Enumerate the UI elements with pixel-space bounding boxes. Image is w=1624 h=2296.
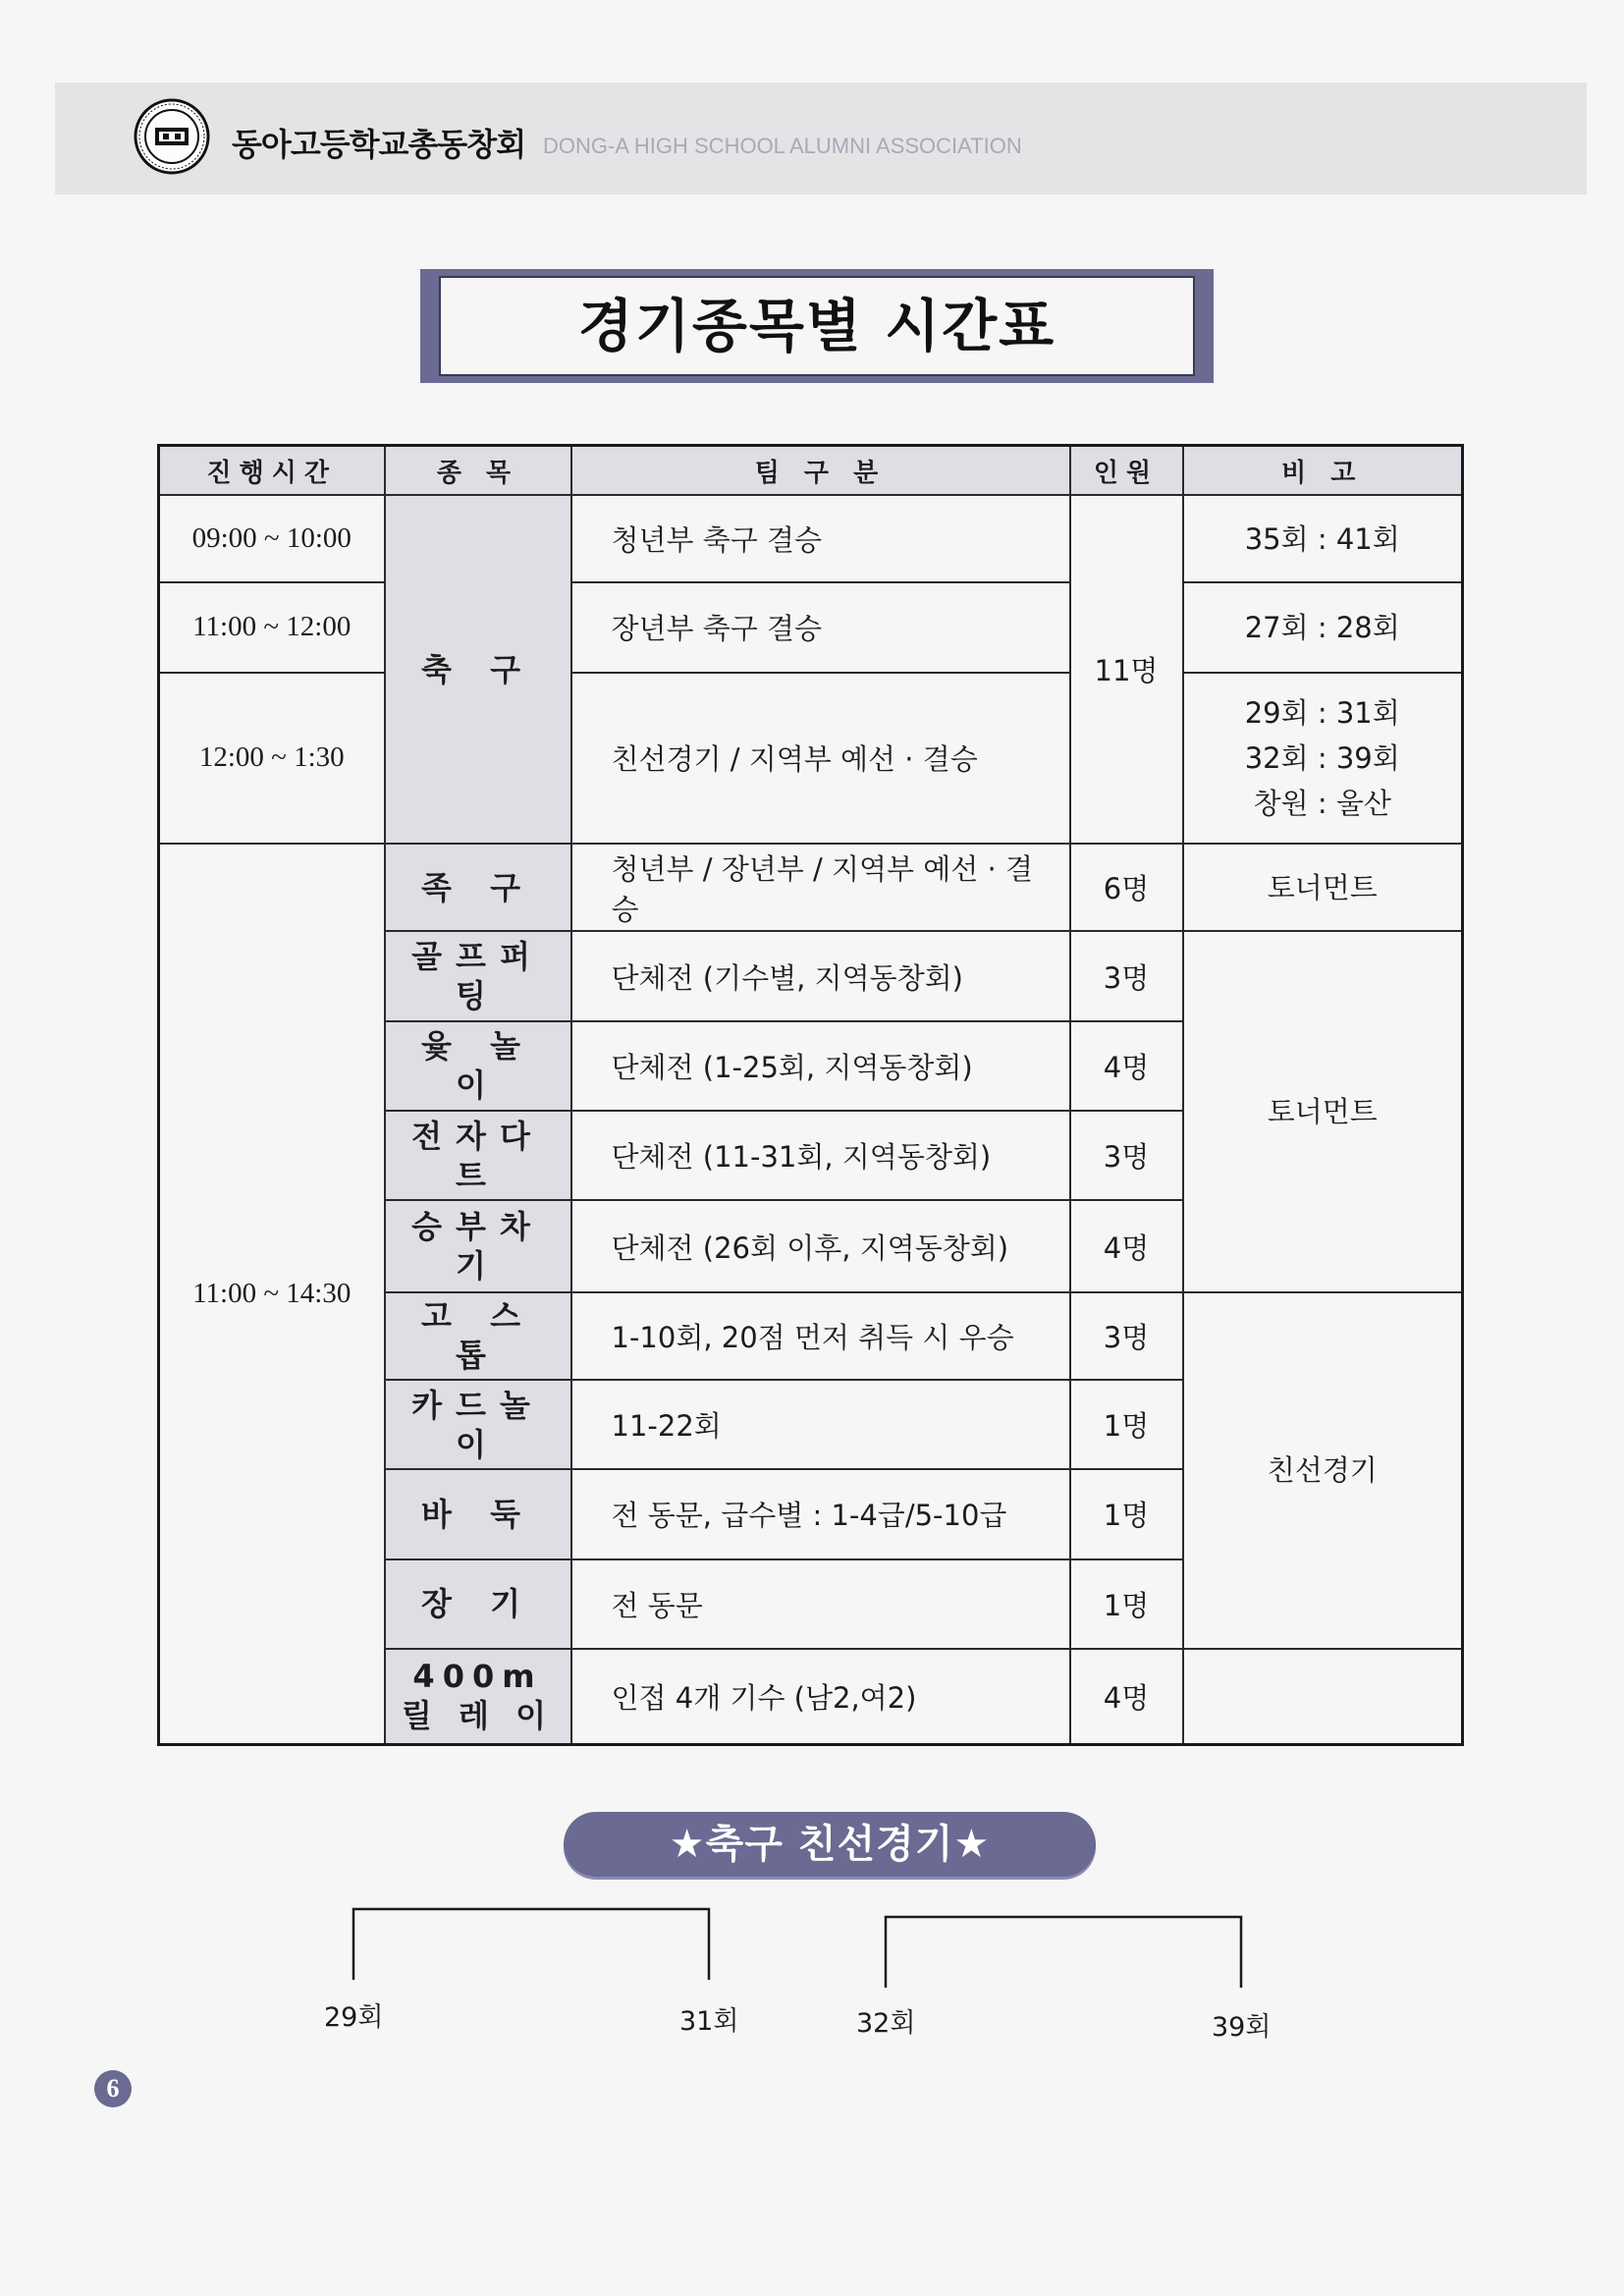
count-cell: 4명 [1070, 1021, 1183, 1111]
count-cell: 4명 [1070, 1649, 1183, 1745]
association-name-english: DONG-A HIGH SCHOOL ALUMNI ASSOCIATION [543, 134, 1022, 158]
count-cell: 3명 [1070, 1111, 1183, 1200]
bracket-2-left-team: 32회 [856, 2008, 916, 2039]
time-cell: 11:00 ~ 12:00 [159, 582, 385, 672]
page-number: 6 [94, 2070, 132, 2107]
note-cell [1183, 582, 1463, 672]
bracket-line-2 [882, 1913, 1245, 1992]
team-cell: 단체전 (11-31회, 지역동창회) [571, 1111, 1070, 1200]
note-cell [1183, 673, 1463, 845]
note-cell [1183, 931, 1463, 1291]
table-row [159, 582, 1463, 672]
count-cell: 1명 [1070, 1380, 1183, 1469]
column-header-count: 인원 [1070, 446, 1183, 496]
team-cell: 청년부 축구 결승 [571, 495, 1070, 582]
note-cell [1183, 1292, 1463, 1649]
column-header-team: 팀 구 분 [571, 446, 1070, 496]
column-header-note: 비 고 [1183, 446, 1463, 496]
team-cell: 단체전 (기수별, 지역동창회) [571, 931, 1070, 1020]
time-cell: 11:00 ~ 14:30 [159, 844, 385, 1744]
schedule-table [157, 444, 1464, 1746]
note-cell [1183, 495, 1463, 582]
bracket-1-left-team: 29회 [324, 2002, 384, 2033]
event-cell: 고 스 톱 [385, 1292, 571, 1380]
note-cell [1183, 844, 1463, 931]
event-cell-soccer: 축 구 [385, 495, 571, 844]
team-cell: 청년부 / 장년부 / 지역부 예선 · 결승 [571, 844, 1070, 931]
count-cell: 3명 [1070, 931, 1183, 1020]
team-cell: 전 동문, 급수별 : 1-4급/5-10급 [571, 1469, 1070, 1558]
event-cell: 골프퍼팅 [385, 931, 571, 1020]
count-cell: 1명 [1070, 1469, 1183, 1558]
note-line: 토너먼트 [1267, 1095, 1378, 1129]
event-cell: 전자다트 [385, 1111, 571, 1200]
event-cell: 장 기 [385, 1559, 571, 1649]
event-cell-relay: 400m 릴 레 이 [385, 1649, 571, 1745]
school-emblem-icon [134, 98, 210, 175]
note-line: 27회 : 28회 [1244, 610, 1400, 644]
count-cell: 1명 [1070, 1559, 1183, 1649]
column-header-event: 종 목 [385, 446, 571, 496]
page-title: 경기종목별 시간표 [577, 293, 1056, 359]
note-cell [1183, 1649, 1463, 1745]
table-row [159, 495, 1463, 582]
event-cell: 바 둑 [385, 1469, 571, 1558]
count-cell: 11명 [1070, 495, 1183, 844]
table-row [159, 844, 1463, 931]
team-cell: 친선경기 / 지역부 예선 · 결승 [571, 673, 1070, 845]
association-name: 동아고등학교총동창회 [232, 126, 526, 163]
team-cell: 단체전 (1-25회, 지역동창회) [571, 1021, 1070, 1111]
table-row [159, 673, 1463, 845]
team-cell: 1-10회, 20점 먼저 취득 시 우승 [571, 1292, 1070, 1380]
note-line: 친선경기 [1267, 1453, 1378, 1488]
friendly-match-title: ★축구 친선경기★ [564, 1812, 1096, 1877]
note-line: 토너먼트 [1267, 870, 1378, 904]
event-cell: 승부차기 [385, 1200, 571, 1291]
event-cell: 윷 놀 이 [385, 1021, 571, 1111]
column-header-time: 진행시간 [159, 446, 385, 496]
note-line: 창원 : 울산 [1253, 786, 1391, 820]
time-cell: 12:00 ~ 1:30 [159, 673, 385, 845]
team-cell: 11-22회 [571, 1380, 1070, 1469]
team-cell: 인접 4개 기수 (남2,여2) [571, 1649, 1070, 1745]
table-header-row [159, 446, 1463, 496]
team-cell: 장년부 축구 결승 [571, 582, 1070, 672]
count-cell: 6명 [1070, 844, 1183, 931]
bracket-1-right-team: 31회 [679, 2006, 739, 2037]
time-cell: 09:00 ~ 10:00 [159, 495, 385, 582]
team-cell: 전 동문 [571, 1559, 1070, 1649]
count-cell: 3명 [1070, 1292, 1183, 1380]
event-cell: 카드놀이 [385, 1380, 571, 1469]
event-cell: 족 구 [385, 844, 571, 931]
note-line: 29회 : 31회 [1244, 695, 1400, 730]
team-cell: 단체전 (26회 이후, 지역동창회) [571, 1200, 1070, 1291]
note-line: 32회 : 39회 [1244, 740, 1400, 775]
count-cell: 4명 [1070, 1200, 1183, 1291]
note-line: 35회 : 41회 [1244, 521, 1400, 556]
bracket-2-right-team: 39회 [1212, 2012, 1272, 2043]
bracket-line-1 [350, 1905, 713, 1984]
